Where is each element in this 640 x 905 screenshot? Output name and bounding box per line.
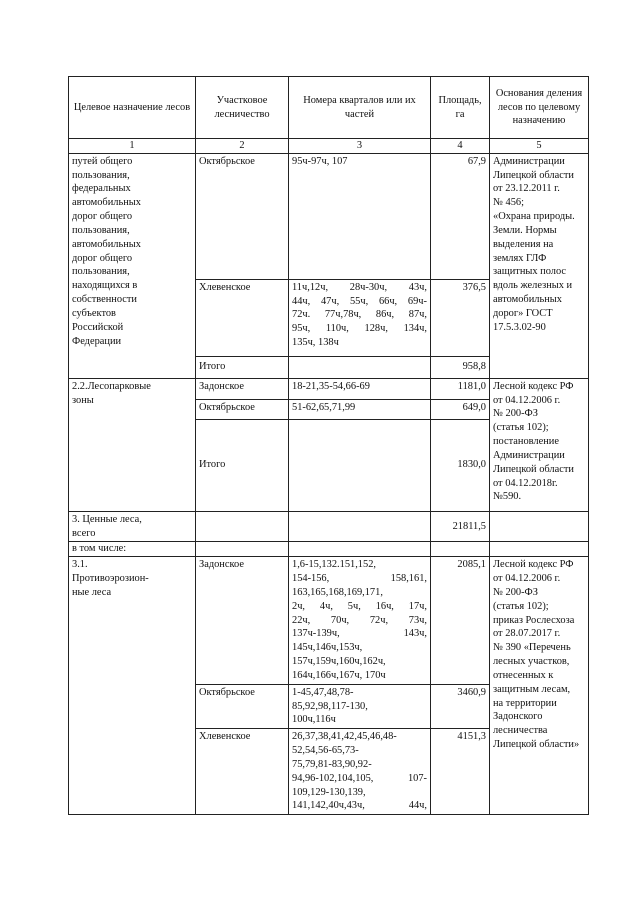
table-row xyxy=(69,153,589,279)
including-empty xyxy=(490,542,589,557)
roads-basis: Администрации Липецкой области от 23.12.2011 г. № 456; «Охрана природы. Земли. Нормы выделения на землях ГЛФ защитных полос вдоль железных и автомобильных дорог» ГОСТ 17.5.3.02-90 xyxy=(490,153,589,378)
column-number: 4 xyxy=(431,139,490,154)
parks-basis: Лесной кодекс РФ от 04.12.2006 г. № 200-ФЗ (статья 102); постановление Администрации Липецкой области от 04.12.2018г. №590. xyxy=(490,378,589,511)
table-row xyxy=(69,557,589,684)
table-header-row xyxy=(69,77,589,139)
parks-purpose: 2.2.Лесопарковые зоны xyxy=(69,378,196,511)
including-empty xyxy=(289,542,431,557)
erosion-quarters-2: 1-45,47,48,78- 85,92,98,117-130, 100ч,116ч xyxy=(289,684,431,728)
header-basis: Основания деления лесов по целевому назначению xyxy=(490,77,589,139)
including-label: в том числе: xyxy=(69,542,196,557)
parks-quarters-1: 18-21,35-54,66-69 xyxy=(289,378,431,399)
header-forestry: Участковое лесничество xyxy=(196,77,289,139)
roads-purpose: путей общего пользования, федеральных автомобильных дорог общего пользования, автомобильных дорог общего пользования, находящихся в собственности субъектов Российской Федерации xyxy=(69,153,196,378)
parks-total-area: 1830,0 xyxy=(431,419,490,511)
column-number: 2 xyxy=(196,139,289,154)
table-row xyxy=(69,542,589,557)
erosion-basis: Лесной кодекс РФ от 04.12.2006 г. № 200-ФЗ (статья 102); приказ Рослесхоза от 28.07.2017 г. № 390 «Перечень лесных участков, отнесенных к защитным лесам, на территории Задонского лесничества Липецкой области» xyxy=(490,557,589,815)
erosion-forestry-1: Задонское xyxy=(196,557,289,684)
erosion-area-2: 3460,9 xyxy=(431,684,490,728)
valuable-purpose: 3. Ценные леса, всего xyxy=(69,511,196,542)
valuable-forestry xyxy=(196,511,289,542)
erosion-area-1: 2085,1 xyxy=(431,557,490,684)
parks-area-1: 1181,0 xyxy=(431,378,490,399)
erosion-quarters-3: 26,37,38,41,42,45,46,48- 52,54,56-65,73- 75,79,81-83,90,92- 94,96-102,104,105, 107- 109,129-130,139, 141,142,40ч,43ч, 44ч, xyxy=(289,729,431,815)
roads-total-label: Итого xyxy=(196,356,289,378)
roads-total-area: 958,8 xyxy=(431,356,490,378)
parks-forestry-1: Задонское xyxy=(196,378,289,399)
header-quarters: Номера кварталов или их частей xyxy=(289,77,431,139)
roads-quarters-1: 95ч-97ч, 107 xyxy=(289,153,431,279)
valuable-area: 21811,5 xyxy=(431,511,490,542)
parks-forestry-2: Октябрьское xyxy=(196,399,289,419)
erosion-area-3: 4151,3 xyxy=(431,729,490,815)
roads-forestry-2: Хлевенское xyxy=(196,279,289,356)
roads-total-quarters xyxy=(289,356,431,378)
column-number-row xyxy=(69,139,589,154)
roads-area-1: 67,9 xyxy=(431,153,490,279)
roads-quarters-2: 11ч,12ч, 28ч-30ч, 43ч, 44ч, 47ч, 55ч, 66ч, 69ч- 72ч. 77ч,78ч, 86ч, 87ч, 95ч, 110ч, 128ч, 134ч, 135ч, 138ч xyxy=(289,279,431,356)
column-number: 3 xyxy=(289,139,431,154)
valuable-quarters xyxy=(289,511,431,542)
including-empty xyxy=(196,542,289,557)
table-row xyxy=(69,511,589,542)
erosion-quarters-1: 1,6-15,132.151,152, 154-156, 158,161, 163,165,168,169,171, 2ч, 4ч, 5ч, 16ч, 17ч, 22ч, 70ч, 72ч, 73ч, 137ч-139ч, 143ч, 145ч,146ч,153ч, 157ч,159ч,160ч,162ч, 164ч,166ч,167ч, 170ч xyxy=(289,557,431,684)
parks-total-quarters xyxy=(289,419,431,511)
header-purpose: Целевое назначение лесов xyxy=(69,77,196,139)
parks-area-2: 649,0 xyxy=(431,399,490,419)
forest-purpose-table xyxy=(68,76,589,815)
roads-forestry-1: Октябрьское xyxy=(196,153,289,279)
erosion-forestry-2: Октябрьское xyxy=(196,684,289,728)
column-number: 1 xyxy=(69,139,196,154)
header-area: Площадь, га xyxy=(431,77,490,139)
column-number: 5 xyxy=(490,139,589,154)
roads-area-2: 376,5 xyxy=(431,279,490,356)
parks-total-label: Итого xyxy=(196,419,289,511)
including-empty xyxy=(431,542,490,557)
erosion-purpose: 3.1. Противоэрозион- ные леса xyxy=(69,557,196,815)
valuable-basis xyxy=(490,511,589,542)
erosion-forestry-3: Хлевенское xyxy=(196,729,289,815)
parks-quarters-2: 51-62,65,71,99 xyxy=(289,399,431,419)
table-row xyxy=(69,378,589,399)
